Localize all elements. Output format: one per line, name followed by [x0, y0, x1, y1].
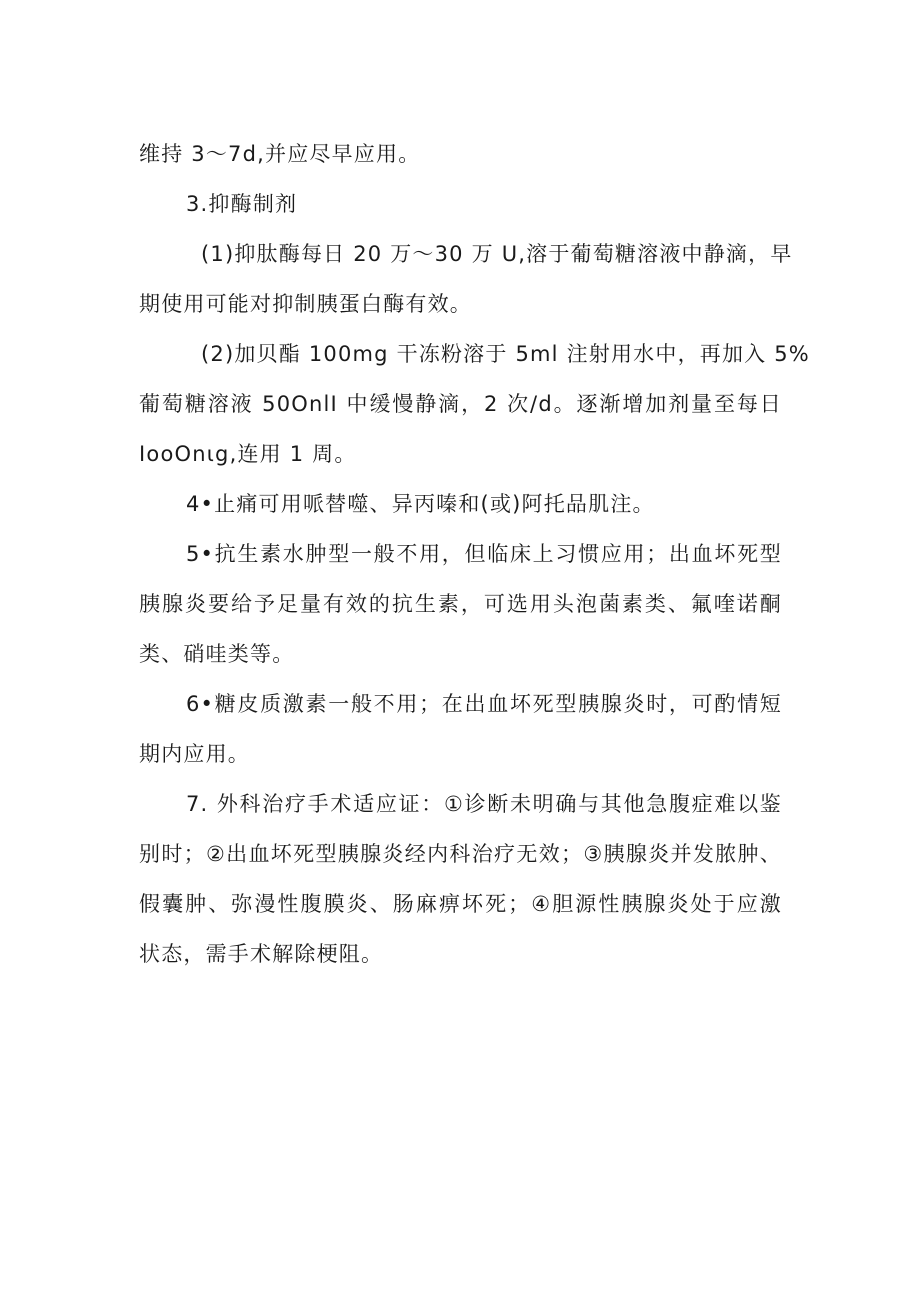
text-line-6: 葡萄糖溶液 50OnlI 中缓慢静滴，2 次/d。逐渐增加剂量至每日	[139, 392, 782, 416]
text-line-9: 5•抗生素水肿型一般不用，但临床上习惯应用；出血坏死型	[186, 542, 782, 566]
text-line-12: 6•糖皮质激素一般不用；在出血坏死型胰腺炎时，可酌情短	[186, 692, 782, 716]
text-line-17: 状态，需手术解除梗阻。	[139, 942, 384, 966]
text-line-5: (2)加贝酯 100mg 干冻粉溶于 5ml 注射用水中，再加入 5%	[201, 342, 810, 366]
text-line-11: 类、硝哇类等。	[139, 642, 295, 666]
text-line-3: (1)抑肽酶每日 20 万～30 万 U,溶于葡萄糖溶液中静滴，早	[201, 242, 793, 266]
text-line-13: 期内应用。	[139, 742, 250, 766]
section-heading-3: 3.抑酶制剂	[186, 192, 298, 216]
text-line-15: 别时；②出血坏死型胰腺炎经内科治疗无效；③胰腺炎并发脓肿、	[139, 842, 782, 866]
text-line-4: 期使用可能对抑制胰蛋白酶有效。	[139, 292, 472, 316]
text-line-7: IooOnιg,连用 1 周。	[139, 442, 357, 466]
text-line-10: 胰腺炎要给予足量有效的抗生素，可选用头泡菌素类、氟喹诺酮	[139, 592, 782, 616]
text-line-14: 7. 外科治疗手术适应证：①诊断未明确与其他急腹症难以鉴	[186, 792, 782, 816]
text-line-8: 4•止痛可用哌替噬、异丙嗪和(或)阿托品肌注。	[186, 492, 655, 516]
text-line-1: 维持 3〜7d,并应尽早应用。	[139, 142, 421, 166]
text-line-16: 假囊肿、弥漫性腹膜炎、肠麻痹坏死；④胆源性胰腺炎处于应激	[139, 892, 782, 916]
